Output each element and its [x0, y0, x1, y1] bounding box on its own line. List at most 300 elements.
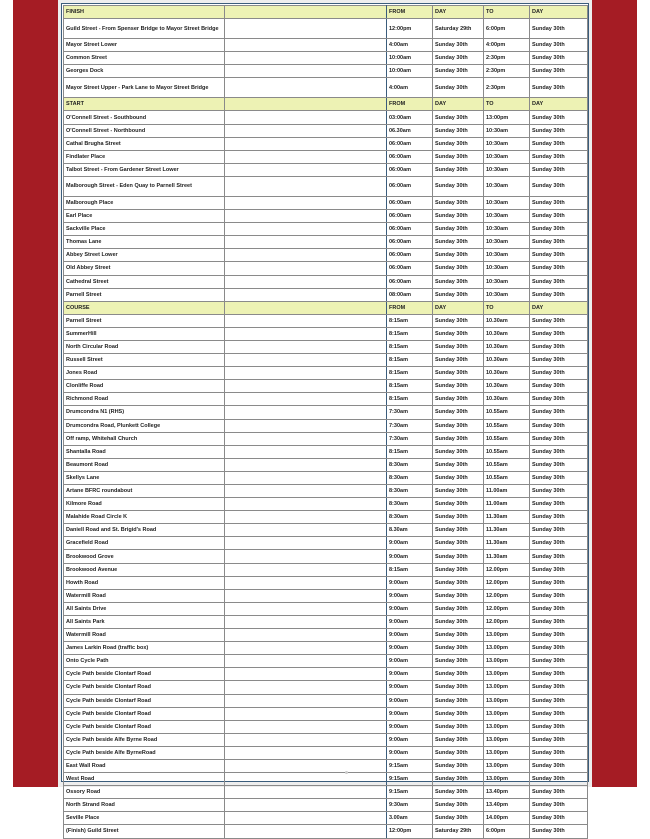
from-day-cell: Saturday 29th [433, 19, 484, 39]
to-time-cell: 12.00pm [484, 563, 530, 576]
to-time-cell: 13.00pm [484, 773, 530, 786]
to-day-cell: Sunday 30th [530, 406, 588, 419]
street-name-cell: Russell Street [64, 354, 225, 367]
from-day-cell: Sunday 30th [433, 432, 484, 445]
to-day-cell: Sunday 30th [530, 563, 588, 576]
blank-column-cell [225, 602, 387, 615]
from-day-cell: Sunday 30th [433, 629, 484, 642]
street-name-cell: Clonliffe Road [64, 380, 225, 393]
table-row [64, 812, 588, 825]
blank-column-cell [225, 681, 387, 694]
to-time-cell: 11.00am [484, 485, 530, 498]
to-time-cell: 10.30am [484, 393, 530, 406]
from-day-cell: Sunday 30th [433, 111, 484, 124]
table-row [64, 78, 588, 98]
from-time-cell: 12:00pm [387, 19, 433, 39]
table-row [64, 223, 588, 236]
from-day-cell: Sunday 30th [433, 707, 484, 720]
table-row [64, 150, 588, 163]
blank-column-cell [225, 629, 387, 642]
to-time-cell: 10.55am [484, 419, 530, 432]
street-name-cell: Talbot Street - From Gardener Street Lower [64, 163, 225, 176]
from-day-cell: Sunday 30th [433, 223, 484, 236]
to-day-cell: Sunday 30th [530, 137, 588, 150]
street-name-cell: Ossory Road [64, 786, 225, 799]
blank-column-cell [225, 471, 387, 484]
from-time-cell: 9:00am [387, 655, 433, 668]
street-name-cell: Gracefield Road [64, 537, 225, 550]
from-time-cell: 3.00am [387, 812, 433, 825]
to-time-cell: 10:30am [484, 196, 530, 209]
from-day-cell: Sunday 30th [433, 314, 484, 327]
from-day-cell: Sunday 30th [433, 163, 484, 176]
from-day-cell: Saturday 29th [433, 825, 484, 838]
to-time-cell: 10.30am [484, 367, 530, 380]
table-row [64, 65, 588, 78]
to-day-cell: Sunday 30th [530, 275, 588, 288]
from-time-cell: 06:00am [387, 275, 433, 288]
to-time-cell: 10.30am [484, 327, 530, 340]
to-day-cell: Sunday 30th [530, 825, 588, 838]
table-row [64, 327, 588, 340]
to-time-cell: 6:00pm [484, 19, 530, 39]
to-day-cell: Sunday 30th [530, 615, 588, 628]
to-time-cell: 12.00pm [484, 589, 530, 602]
street-name-cell: Watermill Road [64, 629, 225, 642]
to-day-cell: Sunday 30th [530, 445, 588, 458]
blank-column-cell [225, 288, 387, 301]
from-day-cell: Sunday 30th [433, 720, 484, 733]
from-time-cell: 8:15am [387, 327, 433, 340]
street-name-cell: Cathedral Street [64, 275, 225, 288]
from-time-cell: 9:00am [387, 707, 433, 720]
from-time-cell: 03:00am [387, 111, 433, 124]
from-time-cell: 12:00pm [387, 825, 433, 838]
street-name-cell: Malborough Street - Eden Quay to Parnell Street [64, 176, 225, 196]
to-day-cell: Sunday 30th [530, 471, 588, 484]
from-time-cell: 8:30am [387, 511, 433, 524]
blank-column-cell [225, 39, 387, 52]
to-day-cell: Sunday 30th [530, 511, 588, 524]
to-header: TO [484, 98, 530, 111]
blank-column-cell [225, 163, 387, 176]
to-time-cell: 10.55am [484, 406, 530, 419]
to-time-cell: 13.00pm [484, 642, 530, 655]
to-day-cell: Sunday 30th [530, 78, 588, 98]
blank-column-cell [225, 668, 387, 681]
table-row [64, 236, 588, 249]
to-day-cell: Sunday 30th [530, 576, 588, 589]
from-time-cell: 9:15am [387, 759, 433, 772]
from-day-cell: Sunday 30th [433, 196, 484, 209]
right-red-border [592, 0, 637, 787]
blank-column-cell [225, 367, 387, 380]
table-row [64, 19, 588, 39]
to-day-cell: Sunday 30th [530, 720, 588, 733]
to-time-cell: 13.40pm [484, 786, 530, 799]
to-header: TO [484, 301, 530, 314]
from-day-cell: Sunday 30th [433, 602, 484, 615]
from-time-cell: 8:15am [387, 340, 433, 353]
blank-column-cell [225, 537, 387, 550]
blank-column-cell [225, 694, 387, 707]
blank-column-cell [225, 563, 387, 576]
to-day-cell: Sunday 30th [530, 812, 588, 825]
from-time-cell: 06:00am [387, 262, 433, 275]
to-day-cell: Sunday 30th [530, 196, 588, 209]
blank-column-cell [225, 210, 387, 223]
to-day-cell: Sunday 30th [530, 124, 588, 137]
street-name-cell: North Circular Road [64, 340, 225, 353]
table-row [64, 485, 588, 498]
table-row [64, 262, 588, 275]
street-name-cell: Cycle Path beside Alfe ByrneRoad [64, 746, 225, 759]
street-name-cell: Drumcondra Road, Plunkett College [64, 419, 225, 432]
table-row [64, 720, 588, 733]
street-name-cell: Malborough Place [64, 196, 225, 209]
from-day-cell: Sunday 30th [433, 668, 484, 681]
from-time-cell: 9:00am [387, 537, 433, 550]
from-day-cell: Sunday 30th [433, 655, 484, 668]
to-day-cell: Sunday 30th [530, 176, 588, 196]
to-time-cell: 11.30am [484, 511, 530, 524]
street-name-cell: Seville Place [64, 812, 225, 825]
from-day-cell: Sunday 30th [433, 615, 484, 628]
to-day-cell: Sunday 30th [530, 380, 588, 393]
table-row [64, 537, 588, 550]
street-name-cell: Onto Cycle Path [64, 655, 225, 668]
blank-column-cell [225, 655, 387, 668]
left-red-border [13, 0, 58, 787]
to-day-cell: Sunday 30th [530, 668, 588, 681]
blank-column-cell [225, 825, 387, 838]
table-row [64, 380, 588, 393]
street-name-cell: Thomas Lane [64, 236, 225, 249]
from-time-cell: 8:30am [387, 471, 433, 484]
to-time-cell: 11.30am [484, 524, 530, 537]
blank-column-cell [225, 19, 387, 39]
to-time-cell: 13.40pm [484, 799, 530, 812]
to-time-cell: 10:30am [484, 223, 530, 236]
from-time-cell: 06:00am [387, 176, 433, 196]
blank-column-cell [225, 150, 387, 163]
table-body [64, 6, 588, 839]
table-row [64, 340, 588, 353]
to-time-cell: 10:30am [484, 176, 530, 196]
street-name-cell: Richmond Road [64, 393, 225, 406]
street-name-cell: Mayor Street Lower [64, 39, 225, 52]
blank-column-cell [225, 380, 387, 393]
from-day-cell: Sunday 30th [433, 52, 484, 65]
to-time-cell: 10:30am [484, 236, 530, 249]
to-day-cell: Sunday 30th [530, 327, 588, 340]
from-day-cell: Sunday 30th [433, 498, 484, 511]
table-row [64, 367, 588, 380]
from-day-cell: Sunday 30th [433, 485, 484, 498]
from-time-cell: 7:30am [387, 419, 433, 432]
from-time-cell: 06:00am [387, 249, 433, 262]
street-name-cell: North Strand Road [64, 799, 225, 812]
to-day-cell: Sunday 30th [530, 498, 588, 511]
table-row [64, 288, 588, 301]
table-row [64, 642, 588, 655]
to-time-cell: 10.55am [484, 458, 530, 471]
to-time-cell: 13:00pm [484, 111, 530, 124]
from-time-cell: 9:00am [387, 642, 433, 655]
from-day-cell: Sunday 30th [433, 524, 484, 537]
to-time-cell: 12.00pm [484, 602, 530, 615]
from-time-cell: 10:00am [387, 52, 433, 65]
street-name-cell: Brookwood Avenue [64, 563, 225, 576]
from-time-cell: 08:00am [387, 288, 433, 301]
street-name-cell: Cycle Path beside Clontarf Road [64, 668, 225, 681]
blank-column-cell [225, 746, 387, 759]
street-name-cell: Abbey Street Lower [64, 249, 225, 262]
from-header: FROM [387, 301, 433, 314]
street-name-cell: Jones Road [64, 367, 225, 380]
table-row [64, 629, 588, 642]
day-header: DAY [433, 98, 484, 111]
table-row [64, 39, 588, 52]
day-header: DAY [530, 98, 588, 111]
from-day-cell: Sunday 30th [433, 406, 484, 419]
to-day-cell: Sunday 30th [530, 694, 588, 707]
to-time-cell: 10:30am [484, 249, 530, 262]
from-day-cell: Sunday 30th [433, 380, 484, 393]
street-name-cell: Artane BFRC roundabout [64, 485, 225, 498]
to-day-cell: Sunday 30th [530, 642, 588, 655]
blank-column-cell [225, 262, 387, 275]
from-time-cell: 4:00am [387, 39, 433, 52]
to-time-cell: 13.00pm [484, 694, 530, 707]
table-row [64, 432, 588, 445]
blank-column-cell [225, 406, 387, 419]
from-time-cell: 06:00am [387, 196, 433, 209]
blank-column-cell [225, 498, 387, 511]
from-day-cell: Sunday 30th [433, 327, 484, 340]
street-name-cell: Cycle Path beside Clontarf Road [64, 681, 225, 694]
street-name-cell: Mayor Street Upper - Park Lane to Mayor Street Bridge [64, 78, 225, 98]
from-time-cell: 06:00am [387, 236, 433, 249]
blank-column-cell [225, 223, 387, 236]
street-name-cell: Cycle Path beside Clontarf Road [64, 694, 225, 707]
from-day-cell: Sunday 30th [433, 550, 484, 563]
street-name-cell: Shantalla Road [64, 445, 225, 458]
from-day-cell: Sunday 30th [433, 39, 484, 52]
from-day-cell: Sunday 30th [433, 746, 484, 759]
from-time-cell: 8:30am [387, 485, 433, 498]
from-day-cell: Sunday 30th [433, 759, 484, 772]
from-day-cell: Sunday 30th [433, 458, 484, 471]
street-name-cell: Cycle Path beside Alfe Byrne Road [64, 733, 225, 746]
blank-column-cell [225, 327, 387, 340]
to-time-cell: 13.00pm [484, 720, 530, 733]
blank-column-cell [225, 314, 387, 327]
to-day-cell: Sunday 30th [530, 602, 588, 615]
blank-column-cell [225, 707, 387, 720]
from-time-cell: 8:15am [387, 563, 433, 576]
from-day-cell: Sunday 30th [433, 262, 484, 275]
to-time-cell: 12.00pm [484, 576, 530, 589]
from-day-cell: Sunday 30th [433, 78, 484, 98]
table-row [64, 111, 588, 124]
table-row [64, 746, 588, 759]
table-row [64, 419, 588, 432]
to-time-cell: 11.30am [484, 537, 530, 550]
to-day-cell: Sunday 30th [530, 52, 588, 65]
street-name-cell: (Finish) Guild Street [64, 825, 225, 838]
section-label: START [64, 98, 225, 111]
to-day-cell: Sunday 30th [530, 419, 588, 432]
to-time-cell: 13.00pm [484, 759, 530, 772]
from-day-cell: Sunday 30th [433, 340, 484, 353]
to-time-cell: 13.00pm [484, 629, 530, 642]
blank-column-cell [225, 78, 387, 98]
to-day-cell: Sunday 30th [530, 759, 588, 772]
to-day-cell: Sunday 30th [530, 39, 588, 52]
to-header: TO [484, 6, 530, 19]
street-name-cell: Parnell Street [64, 288, 225, 301]
to-time-cell: 2:30pm [484, 65, 530, 78]
to-day-cell: Sunday 30th [530, 681, 588, 694]
table-row [64, 707, 588, 720]
from-time-cell: 9:00am [387, 681, 433, 694]
blank-column-cell [225, 340, 387, 353]
table-row [64, 498, 588, 511]
from-time-cell: 9:00am [387, 694, 433, 707]
table-row [64, 563, 588, 576]
street-name-cell: West Road [64, 773, 225, 786]
blank-column-cell [225, 576, 387, 589]
from-day-cell: Sunday 30th [433, 393, 484, 406]
blank-column-cell [225, 786, 387, 799]
blank-column-cell [225, 445, 387, 458]
blank-column-cell [225, 393, 387, 406]
to-time-cell: 4:00pm [484, 39, 530, 52]
road-closure-table [63, 5, 588, 839]
table-row [64, 759, 588, 772]
from-time-cell: 06:00am [387, 150, 433, 163]
blank-column-cell [225, 458, 387, 471]
street-name-cell: Common Street [64, 52, 225, 65]
street-name-cell: Sackville Place [64, 223, 225, 236]
blank-column-cell [225, 111, 387, 124]
street-name-cell: Earl Place [64, 210, 225, 223]
blank-column-cell [225, 301, 387, 314]
from-time-cell: 8.30am [387, 524, 433, 537]
blank-column-cell [225, 419, 387, 432]
to-day-cell: Sunday 30th [530, 786, 588, 799]
to-day-cell: Sunday 30th [530, 314, 588, 327]
from-day-cell: Sunday 30th [433, 124, 484, 137]
to-time-cell: 10.30am [484, 314, 530, 327]
to-day-cell: Sunday 30th [530, 746, 588, 759]
from-day-cell: Sunday 30th [433, 681, 484, 694]
table-row [64, 694, 588, 707]
to-time-cell: 6:00pm [484, 825, 530, 838]
to-day-cell: Sunday 30th [530, 707, 588, 720]
street-name-cell: Skellys Lane [64, 471, 225, 484]
street-name-cell: Kilmore Road [64, 498, 225, 511]
to-day-cell: Sunday 30th [530, 485, 588, 498]
to-day-cell: Sunday 30th [530, 111, 588, 124]
from-day-cell: Sunday 30th [433, 589, 484, 602]
to-day-cell: Sunday 30th [530, 354, 588, 367]
to-day-cell: Sunday 30th [530, 393, 588, 406]
to-day-cell: Sunday 30th [530, 524, 588, 537]
from-time-cell: 9:00am [387, 615, 433, 628]
from-day-cell: Sunday 30th [433, 249, 484, 262]
from-day-cell: Sunday 30th [433, 563, 484, 576]
to-day-cell: Sunday 30th [530, 432, 588, 445]
section-header-row [64, 301, 588, 314]
blank-column-cell [225, 511, 387, 524]
document-page [58, 0, 592, 835]
to-time-cell: 10.55am [484, 471, 530, 484]
table-row [64, 196, 588, 209]
day-header: DAY [530, 6, 588, 19]
blank-column-cell [225, 196, 387, 209]
from-time-cell: 9:00am [387, 720, 433, 733]
from-header: FROM [387, 6, 433, 19]
day-header: DAY [433, 6, 484, 19]
to-time-cell: 13.00pm [484, 681, 530, 694]
table-row [64, 773, 588, 786]
blank-column-cell [225, 176, 387, 196]
street-name-cell: James Larkin Road (traffic box) [64, 642, 225, 655]
blank-column-cell [225, 615, 387, 628]
from-time-cell: 8:15am [387, 445, 433, 458]
to-time-cell: 10.30am [484, 340, 530, 353]
table-row [64, 163, 588, 176]
table-row [64, 210, 588, 223]
to-day-cell: Sunday 30th [530, 288, 588, 301]
street-name-cell: Watermill Road [64, 589, 225, 602]
to-day-cell: Sunday 30th [530, 65, 588, 78]
from-time-cell: 8:15am [387, 354, 433, 367]
from-time-cell: 8:15am [387, 314, 433, 327]
to-time-cell: 10:30am [484, 288, 530, 301]
to-time-cell: 13.00pm [484, 733, 530, 746]
from-time-cell: 06:00am [387, 210, 433, 223]
to-day-cell: Sunday 30th [530, 150, 588, 163]
to-time-cell: 10:30am [484, 150, 530, 163]
from-time-cell: 7:30am [387, 406, 433, 419]
table-row [64, 511, 588, 524]
blank-column-cell [225, 98, 387, 111]
from-time-cell: 9:00am [387, 589, 433, 602]
from-day-cell: Sunday 30th [433, 236, 484, 249]
to-time-cell: 10:30am [484, 163, 530, 176]
from-time-cell: 9:15am [387, 773, 433, 786]
to-day-cell: Sunday 30th [530, 458, 588, 471]
table-row [64, 589, 588, 602]
blank-column-cell [225, 432, 387, 445]
street-name-cell: Cycle Path beside Clontarf Road [64, 720, 225, 733]
table-row [64, 668, 588, 681]
from-time-cell: 8:30am [387, 458, 433, 471]
street-name-cell: Old Abbey Street [64, 262, 225, 275]
to-day-cell: Sunday 30th [530, 655, 588, 668]
street-name-cell: All Saints Park [64, 615, 225, 628]
from-day-cell: Sunday 30th [433, 642, 484, 655]
from-day-cell: Sunday 30th [433, 288, 484, 301]
table-frame [61, 3, 589, 835]
table-row [64, 314, 588, 327]
table-row [64, 733, 588, 746]
blank-column-cell [225, 52, 387, 65]
table-row [64, 393, 588, 406]
